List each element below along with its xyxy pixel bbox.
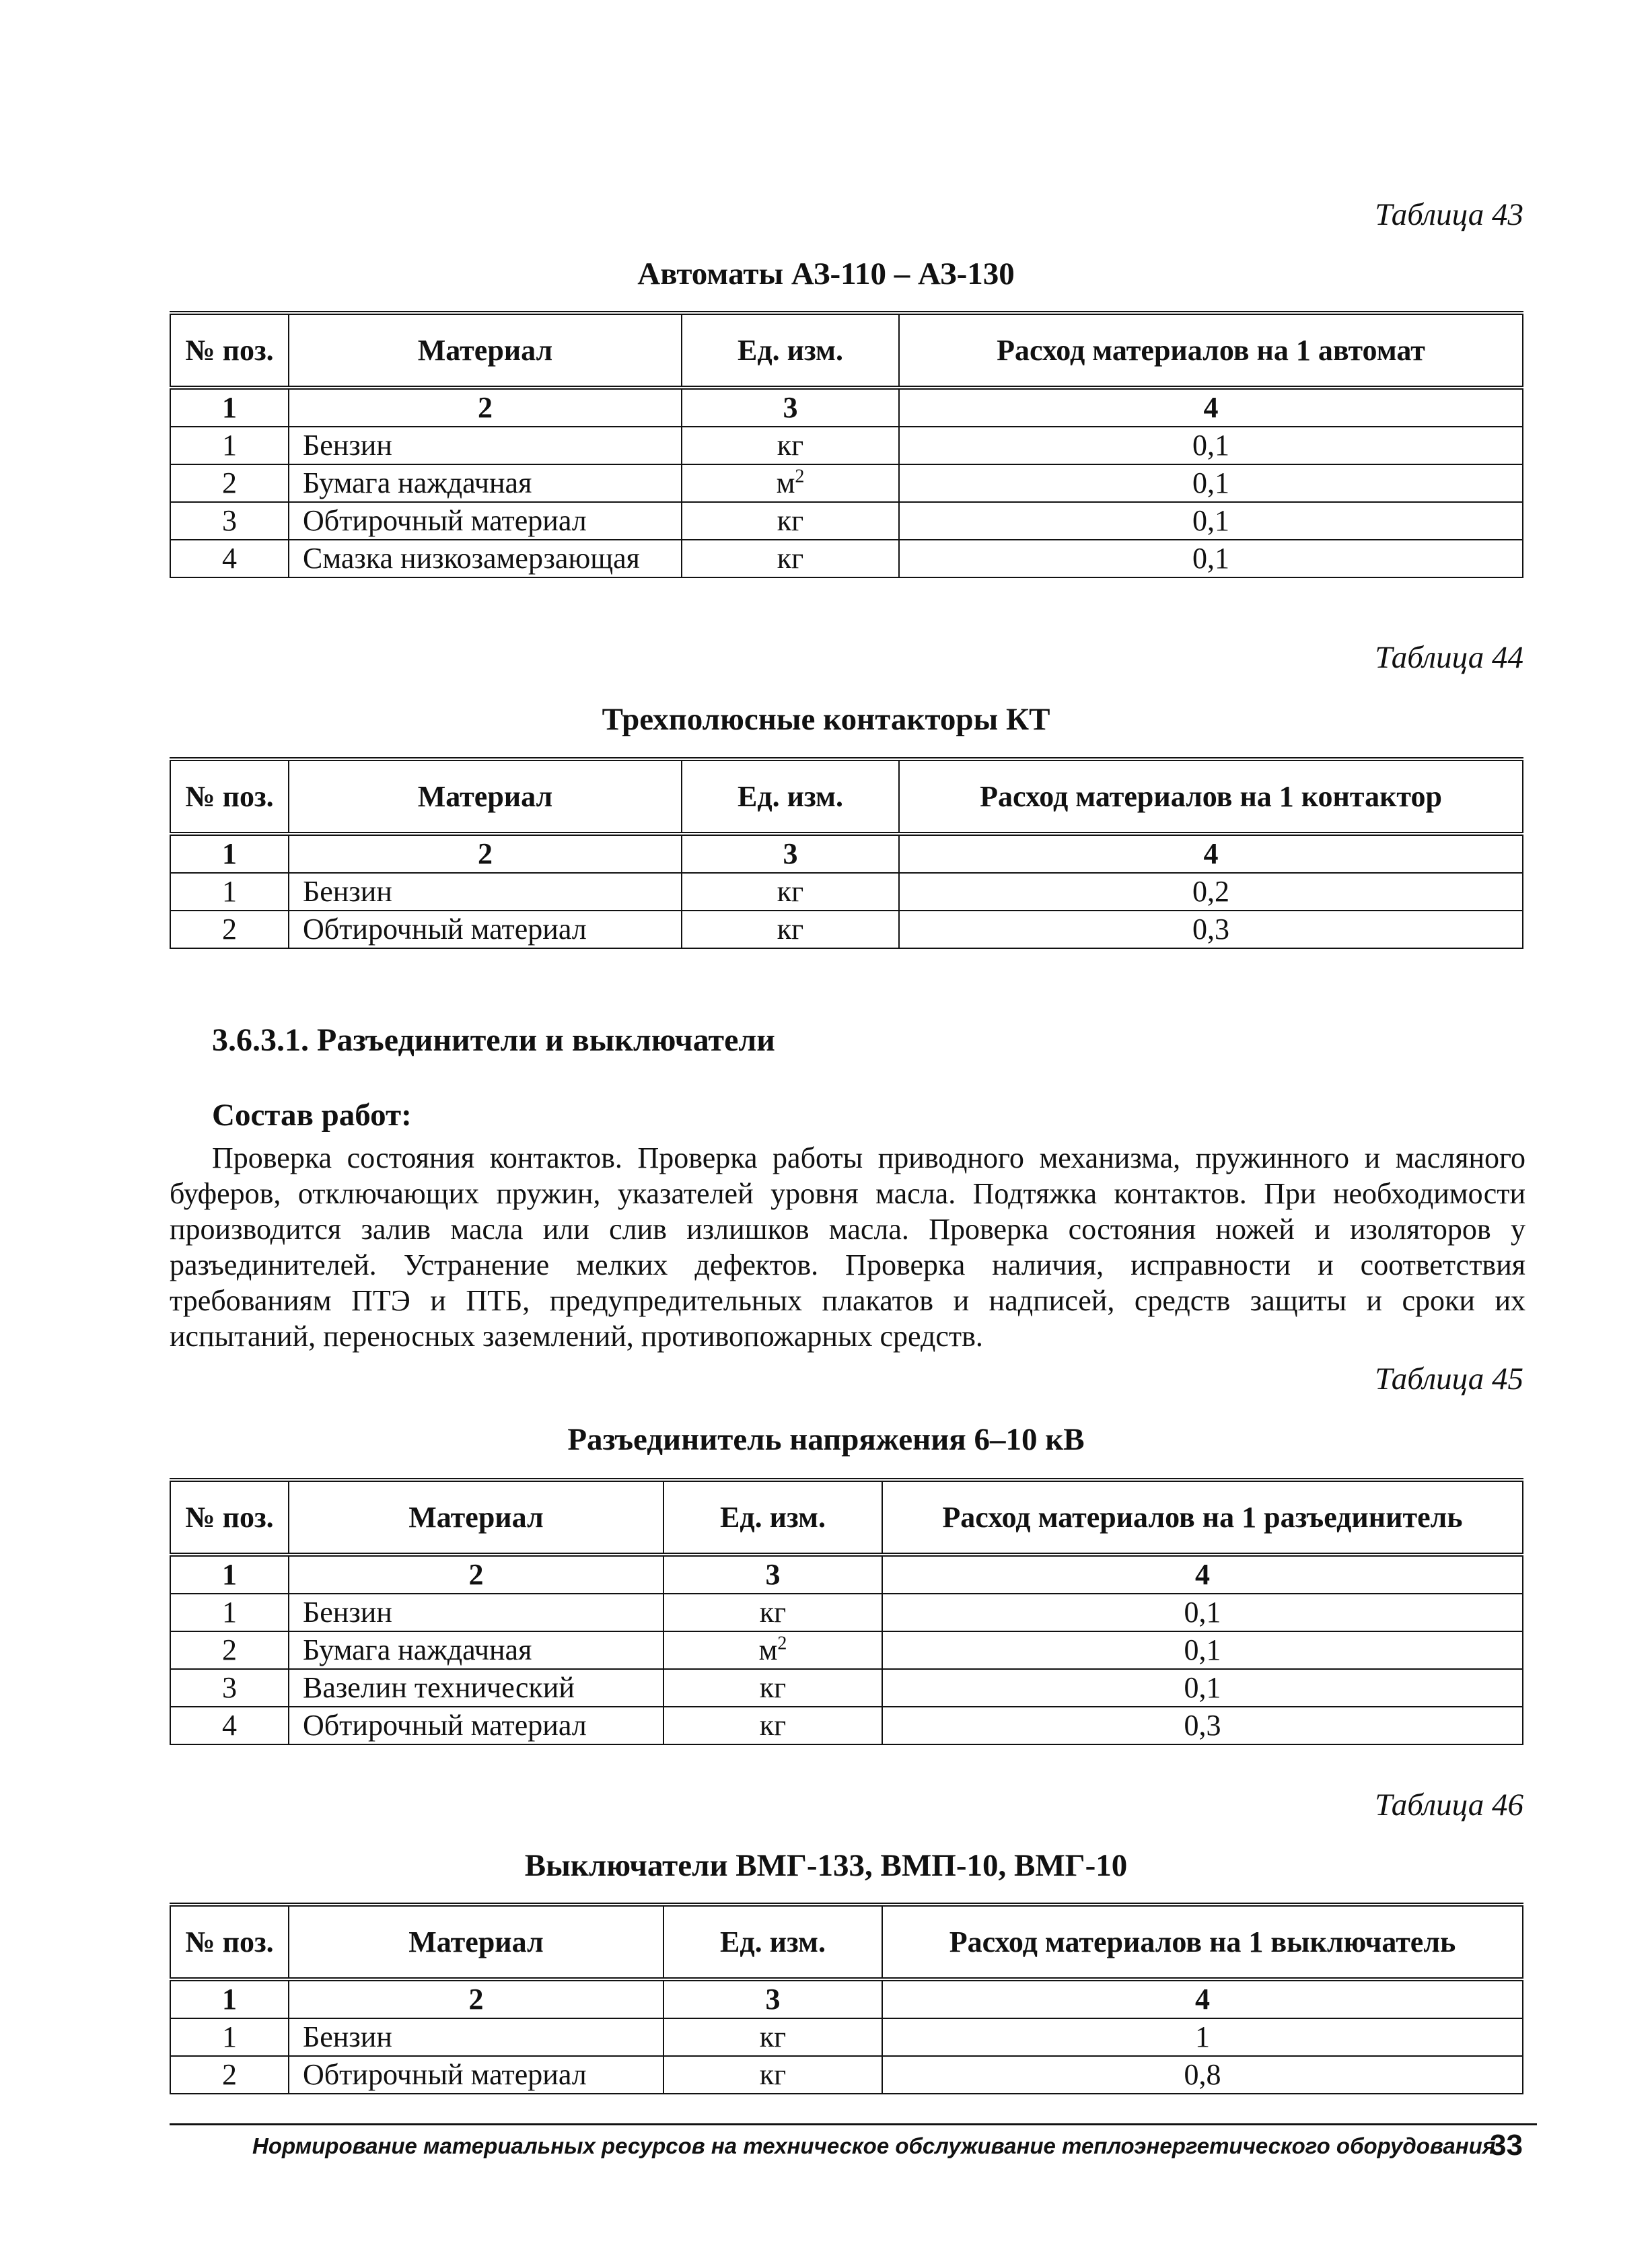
cell-material: Обтирочный материал xyxy=(289,1707,663,1744)
cell-consumption: 0,2 xyxy=(899,873,1523,911)
table-45-caption: Таблица 45 xyxy=(1375,1361,1523,1396)
cell-consumption: 0,1 xyxy=(899,502,1523,540)
table-46-caption: Таблица 46 xyxy=(1375,1787,1523,1822)
header-consumption: Расход материалов на 1 разъединитель xyxy=(882,1480,1523,1555)
cell-material: Бензин xyxy=(289,427,682,464)
col-number: 3 xyxy=(663,1555,882,1594)
unit-superscript: 2 xyxy=(795,466,805,487)
header-unit: Ед. изм. xyxy=(663,1480,882,1555)
cell-position: 2 xyxy=(170,911,289,948)
table-row xyxy=(170,2018,1523,2056)
cell-unit: кг xyxy=(663,2018,882,2056)
col-number: 1 xyxy=(170,1979,289,2018)
cell-consumption: 1 xyxy=(882,2018,1523,2056)
cell-material: Обтирочный материал xyxy=(289,911,682,948)
footer-text: Нормирование материальных ресурсов на техническое обслуживание теплоэнергетического оборудования xyxy=(252,2133,1496,2158)
table-44 xyxy=(170,757,1523,949)
cell-position: 2 xyxy=(170,464,289,502)
col-number: 4 xyxy=(899,388,1523,427)
cell-consumption: 0,1 xyxy=(899,464,1523,502)
table-row xyxy=(170,873,1523,911)
table-43 xyxy=(170,311,1523,578)
col-number: 2 xyxy=(289,388,682,427)
header-material: Материал xyxy=(289,759,682,834)
table-row xyxy=(170,1669,1523,1707)
cell-unit: кг xyxy=(663,1707,882,1744)
cell-unit: кг xyxy=(682,540,899,577)
cell-position: 2 xyxy=(170,1631,289,1669)
table-header-row xyxy=(170,313,1523,388)
table-row xyxy=(170,540,1523,577)
header-position: № поз. xyxy=(170,313,289,388)
cell-material: Бумага наждачная xyxy=(289,1631,663,1669)
cell-material: Смазка низкозамерзающая xyxy=(289,540,682,577)
cell-position: 1 xyxy=(170,1594,289,1631)
column-numbers-row xyxy=(170,834,1523,873)
table-46 xyxy=(170,1903,1523,2094)
header-position: № поз. xyxy=(170,759,289,834)
cell-unit: кг xyxy=(682,427,899,464)
table-row xyxy=(170,1707,1523,1744)
col-number: 3 xyxy=(682,834,899,873)
col-number: 3 xyxy=(663,1979,882,2018)
table-header-row xyxy=(170,1480,1523,1555)
cell-consumption: 0,8 xyxy=(882,2056,1523,2094)
col-number: 4 xyxy=(882,1979,1523,2018)
cell-unit: кг xyxy=(682,502,899,540)
header-position: № поз. xyxy=(170,1905,289,1979)
cell-consumption: 0,1 xyxy=(882,1669,1523,1707)
table-44-caption: Таблица 44 xyxy=(1375,640,1523,675)
col-number: 3 xyxy=(682,388,899,427)
cell-position: 2 xyxy=(170,2056,289,2094)
cell-material: Бензин xyxy=(289,873,682,911)
column-numbers-row xyxy=(170,1979,1523,2018)
col-number: 2 xyxy=(289,1979,663,2018)
table-row xyxy=(170,911,1523,948)
cell-unit: кг xyxy=(663,1669,882,1707)
cell-unit xyxy=(682,464,899,502)
cell-position: 3 xyxy=(170,502,289,540)
cell-unit: кг xyxy=(663,1594,882,1631)
cell-material: Обтирочный материал xyxy=(289,502,682,540)
column-numbers-row xyxy=(170,1555,1523,1594)
table-44-title: Трехполюсные контакторы КТ xyxy=(602,702,1050,737)
cell-unit: кг xyxy=(682,873,899,911)
cell-consumption: 0,3 xyxy=(899,911,1523,948)
table-45 xyxy=(170,1478,1523,1745)
cell-material: Бумага наждачная xyxy=(289,464,682,502)
cell-consumption: 0,1 xyxy=(882,1594,1523,1631)
column-numbers-row xyxy=(170,388,1523,427)
unit-superscript: 2 xyxy=(777,1633,787,1654)
table-43-title: Автоматы АЗ-110 – АЗ-130 xyxy=(637,256,1015,291)
cell-position: 4 xyxy=(170,1707,289,1744)
table-row xyxy=(170,2056,1523,2094)
col-number: 4 xyxy=(882,1555,1523,1594)
table-header-row xyxy=(170,1905,1523,1979)
section-text: Проверка состояния контактов. Проверка работы приводного механизма, пружинного и масляного буферов, отключающих пружин, указателей уровня масла. Подтяжка контактов. При необходимости производится залив масла или слив излишков масла. Проверка состояния ножей и изоляторов у разъединителей. Устранение мелких дефектов. Проверка наличия, исправности и соответствия требованиям ПТЭ и ПТБ, предупредительных плакатов и надписей, средств защиты и сроки их испытаний, переносных заземлений, противопожарных средств. xyxy=(170,1141,1525,1353)
header-unit: Ед. изм. xyxy=(663,1905,882,1979)
header-material: Материал xyxy=(289,313,682,388)
footer-rule xyxy=(170,2123,1537,2125)
table-46-title: Выключатели ВМГ-133, ВМП-10, ВМГ-10 xyxy=(524,1848,1128,1883)
cell-consumption: 0,1 xyxy=(882,1631,1523,1669)
table-row xyxy=(170,502,1523,540)
header-position: № поз. xyxy=(170,1480,289,1555)
table-row xyxy=(170,1594,1523,1631)
header-unit: Ед. изм. xyxy=(682,313,899,388)
col-number: 2 xyxy=(289,834,682,873)
header-unit: Ед. изм. xyxy=(682,759,899,834)
page-number: 33 xyxy=(1490,2129,1523,2162)
header-consumption: Расход материалов на 1 контактор xyxy=(899,759,1523,834)
table-43-caption: Таблица 43 xyxy=(1375,197,1523,232)
col-number: 2 xyxy=(289,1555,663,1594)
col-number: 1 xyxy=(170,1555,289,1594)
col-number: 4 xyxy=(899,834,1523,873)
cell-consumption: 0,1 xyxy=(899,540,1523,577)
section-heading: 3.6.3.1. Разъединители и выключатели xyxy=(212,1022,775,1058)
cell-material: Бензин xyxy=(289,1594,663,1631)
col-number: 1 xyxy=(170,834,289,873)
header-material: Материал xyxy=(289,1480,663,1555)
cell-position: 1 xyxy=(170,873,289,911)
cell-position: 1 xyxy=(170,2018,289,2056)
unit-text: м xyxy=(776,466,795,499)
table-45-title: Разъединитель напряжения 6–10 кВ xyxy=(567,1422,1085,1457)
table-header-row xyxy=(170,759,1523,834)
header-material: Материал xyxy=(289,1905,663,1979)
table-row xyxy=(170,464,1523,502)
table-row xyxy=(170,427,1523,464)
col-number: 1 xyxy=(170,388,289,427)
cell-unit: кг xyxy=(663,2056,882,2094)
cell-position: 1 xyxy=(170,427,289,464)
cell-material: Обтирочный материал xyxy=(289,2056,663,2094)
cell-unit xyxy=(663,1631,882,1669)
section-subheading: Состав работ: xyxy=(212,1098,412,1133)
cell-material: Вазелин технический xyxy=(289,1669,663,1707)
cell-unit: кг xyxy=(682,911,899,948)
header-consumption: Расход материалов на 1 автомат xyxy=(899,313,1523,388)
cell-consumption: 0,1 xyxy=(899,427,1523,464)
cell-position: 4 xyxy=(170,540,289,577)
cell-position: 3 xyxy=(170,1669,289,1707)
cell-material: Бензин xyxy=(289,2018,663,2056)
unit-text: м xyxy=(758,1633,778,1666)
table-row xyxy=(170,1631,1523,1669)
cell-consumption: 0,3 xyxy=(882,1707,1523,1744)
header-consumption: Расход материалов на 1 выключатель xyxy=(882,1905,1523,1979)
